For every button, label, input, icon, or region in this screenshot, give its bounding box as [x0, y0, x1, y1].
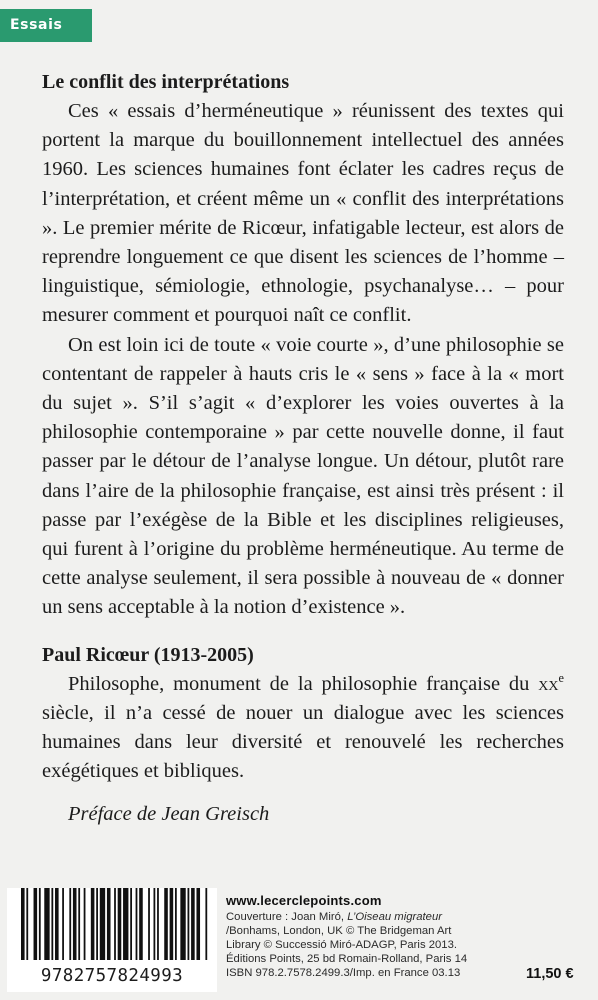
artwork-title: L’Oiseau migrateur — [347, 910, 443, 923]
essais-badge: Essais — [0, 9, 92, 42]
author-section — [42, 641, 564, 830]
author-heading: Paul Ricœur (1913-2005) — [42, 643, 254, 666]
preface-credit: Préface de Jean Greisch — [68, 803, 270, 826]
century-numeral: xx — [538, 672, 559, 695]
century-superscript: e — [558, 670, 564, 685]
publisher-website: www.lecerclepoints.com — [226, 893, 382, 908]
blurb-paragraph-2: On est loin ici de toute « voie courte », d’une philosophie se contentant de rappeler à hauts cris le « sens » face à la « mort du sujet ». S’il s’agit « d’explorer les voies ouvertes à la philosophie contemporaine » par cette nouvelle donne, il faut passer par le détour de l’analyse longue. Un détour, plutôt rare dans l’aire de la philosophie française, est ainsi très présent : il passe par l’exégèse de la Bible et les disciplines religieuses, qui furent à l’origine du problème herméneutique. Au terme de cette analyse seulement, il sera possible à nouveau de « donner un sens acceptable à la notion d’existence ». — [42, 333, 564, 619]
price-label: 11,50 € — [526, 966, 574, 982]
author-bio-end: siècle, il n’a cessé de nouer un dialogue avec les sciences humaines dans leur diversité et renouvelé les recherches exégétiques et bibliques. — [42, 701, 564, 783]
barcode-icon — [21, 888, 209, 960]
footer — [0, 880, 598, 1000]
publisher-address: Éditions Points, 25 bd Romain-Rolland, Paris 14 — [226, 952, 468, 965]
book-title-heading: Le conflit des interprétations — [42, 71, 290, 93]
publisher-credits — [226, 894, 516, 980]
credit-line-3: Library © Successió Miró-ADAGP, Paris 2013. — [226, 938, 458, 951]
credit-line-1-start: Couverture : Joan Miró, — [226, 910, 348, 923]
barcode-number: 9782757824993 — [40, 966, 184, 986]
credit-line-2: /Bonhams, London, UK © The Bridgeman Art — [226, 924, 452, 937]
isbn-line: ISBN 978.2.7578.2499.3/Imp. en France 03.13 — [226, 966, 461, 979]
blurb-paragraph-1: Ces « essais d’herméneutique » réunissent des textes qui portent la marque du bouillonnement intellectuel des années 1960. Les sciences humaines font éclater les cadres reçus de l’interprétation, et créent même un « conflit des interprétations ». Le premier mérite de Ricœur, infatigable lecteur, est alors de reprendre longuement ce que disent les sciences de l’homme – linguistique, sémiologie, ethnologie, psychanalyse… – pour mesurer comment et pourquoi naît ce conflit. — [42, 100, 564, 327]
isbn-barcode — [7, 888, 217, 992]
author-bio — [42, 670, 564, 787]
author-bio-start: Philosophe, monument de la philosophie française du — [68, 672, 539, 695]
back-cover-text — [42, 68, 564, 830]
cover-credit-line — [226, 911, 516, 925]
